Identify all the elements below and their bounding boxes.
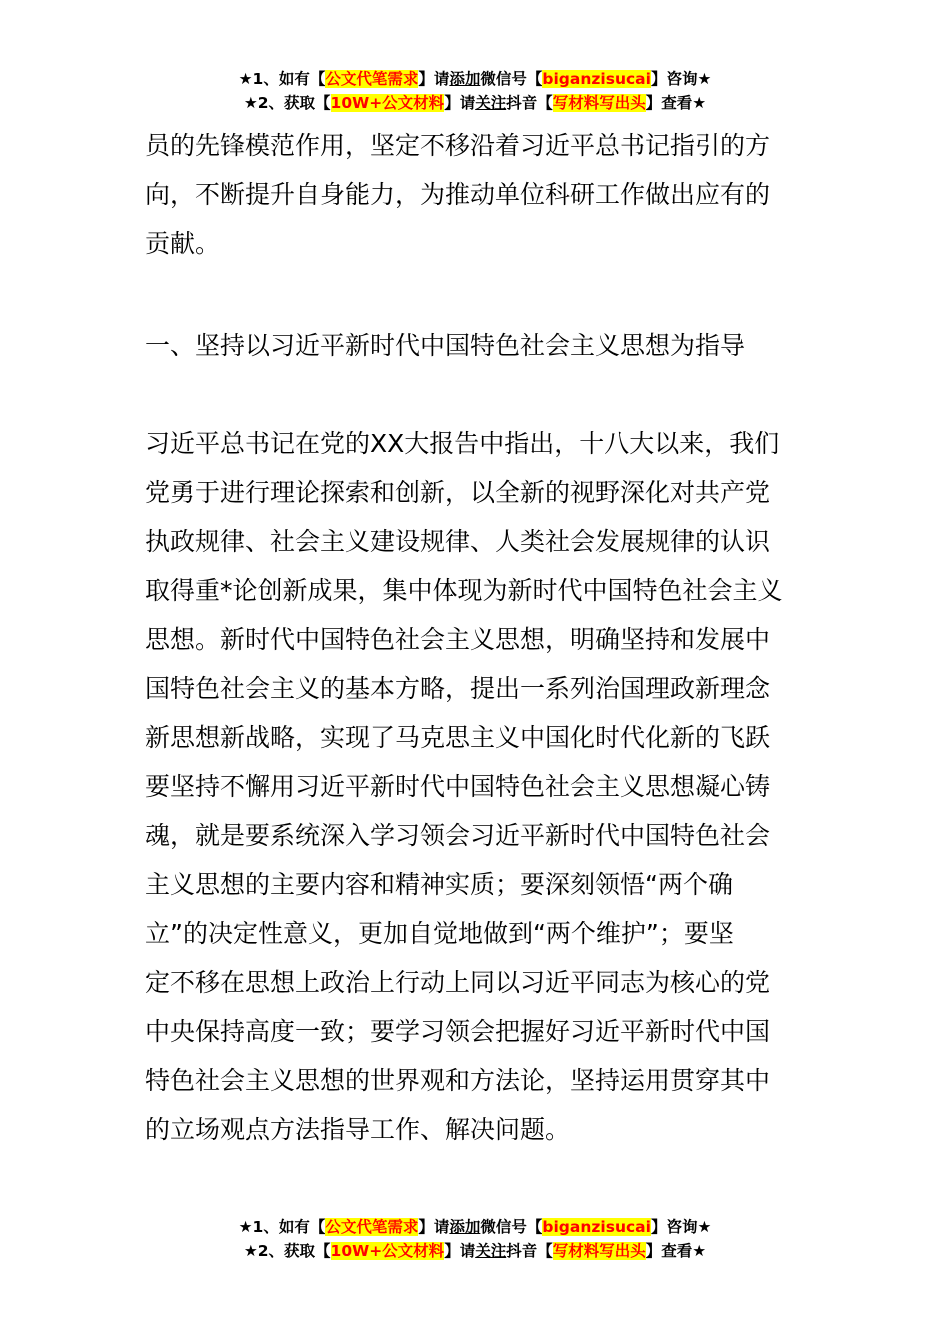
text-line: 向，不断提升自身能力，为推动单位科研工作做出应有的 [145,180,771,209]
text-line: 员的先锋模范作用，坚定不移沿着习近平总书记指引的方 [145,131,771,160]
banner-text: 】咨询★ [650,1218,712,1236]
banner-text: 】咨询★ [650,70,712,88]
text-line: 定不移在思想上政治上行动上同以习近平同志为核心的党 [145,968,771,997]
banner-underline: 关注 [475,1242,507,1260]
banner-text: 】请 [444,1242,476,1260]
banner-text: ★1、如有【 [238,1218,326,1236]
text-line: 贡献。 [145,229,221,258]
banner-highlight: 10W+公文材料 [330,1242,445,1260]
section-heading [145,321,810,370]
text-line: 执政规律、社会主义建设规律、人类社会发展规律的认识 [145,527,771,556]
banner-text: 微信号【 [480,70,543,88]
banner-douyin-id: 写材料写出头 [552,94,646,112]
text-line: 魂，就是要系统深入学习领会习近平新时代中国特色社会 [145,821,771,850]
text-line: 思想。新时代中国特色社会主义思想，明确坚持和发展中 [145,625,771,654]
banner-text: 抖音【 [506,1242,553,1260]
text-line: 立”的决定性意义，更加自觉地做到“两个维护”；要坚 [145,919,734,948]
text-line: 党勇于进行理论探索和创新，以全新的视野深化对共产党 [145,478,771,507]
text-line: 的立场观点方法指导工作、解决问题。 [145,1115,571,1144]
banner-text: ★2、获取【 [243,1242,331,1260]
banner-text: 】请 [418,1218,450,1236]
banner-text: 】查看★ [645,1242,707,1260]
text-line: 主义思想的主要内容和精神实质；要深刻领悟“两个确 [145,870,733,899]
body-paragraph [145,419,810,1154]
banner-text: ★1、如有【 [238,70,326,88]
banner-line-1 [0,67,950,91]
footer-banner [0,1215,950,1263]
banner-highlight: 10W+公文材料 [330,94,445,112]
banner-underline: 添加 [449,70,481,88]
text-line: 特色社会主义思想的世界观和方法论，坚持运用贯穿其中 [145,1066,771,1095]
banner-line-2 [0,91,950,115]
banner-underline: 关注 [475,94,507,112]
text-line: 国特色社会主义的基本方略，提出一系列治国理政新理念 [145,674,771,703]
intro-paragraph [145,121,810,268]
banner-highlight: 公文代笔需求 [325,70,419,88]
text-line: 新思想新战略，实现了马克思主义中国化时代化新的飞跃 [145,723,771,752]
banner-text: 】请 [444,94,476,112]
banner-wechat-id: biganzisucai [542,70,651,88]
banner-wechat-id: biganzisucai [542,1218,651,1236]
banner-text: 微信号【 [480,1218,543,1236]
banner-text: 】查看★ [645,94,707,112]
banner-line-2 [0,1239,950,1263]
banner-text: ★2、获取【 [243,94,331,112]
text-line: 中央保持高度一致；要学习领会把握好习近平新时代中国 [145,1017,771,1046]
text-line: 取得重*论创新成果，集中体现为新时代中国特色社会主义 [145,576,783,605]
banner-line-1 [0,1215,950,1239]
banner-highlight: 公文代笔需求 [325,1218,419,1236]
text-line: 要坚持不懈用习近平新时代中国特色社会主义思想凝心铸 [145,772,771,801]
header-banner [0,67,950,115]
text-line: 习近平总书记在党的XX大报告中指出，十八大以来，我们 [145,429,780,458]
banner-douyin-id: 写材料写出头 [552,1242,646,1260]
banner-text: 】请 [418,70,450,88]
banner-text: 抖音【 [506,94,553,112]
section-heading-text: 一、坚持以习近平新时代中国特色社会主义思想为指导 [145,331,746,360]
banner-underline: 添加 [449,1218,481,1236]
